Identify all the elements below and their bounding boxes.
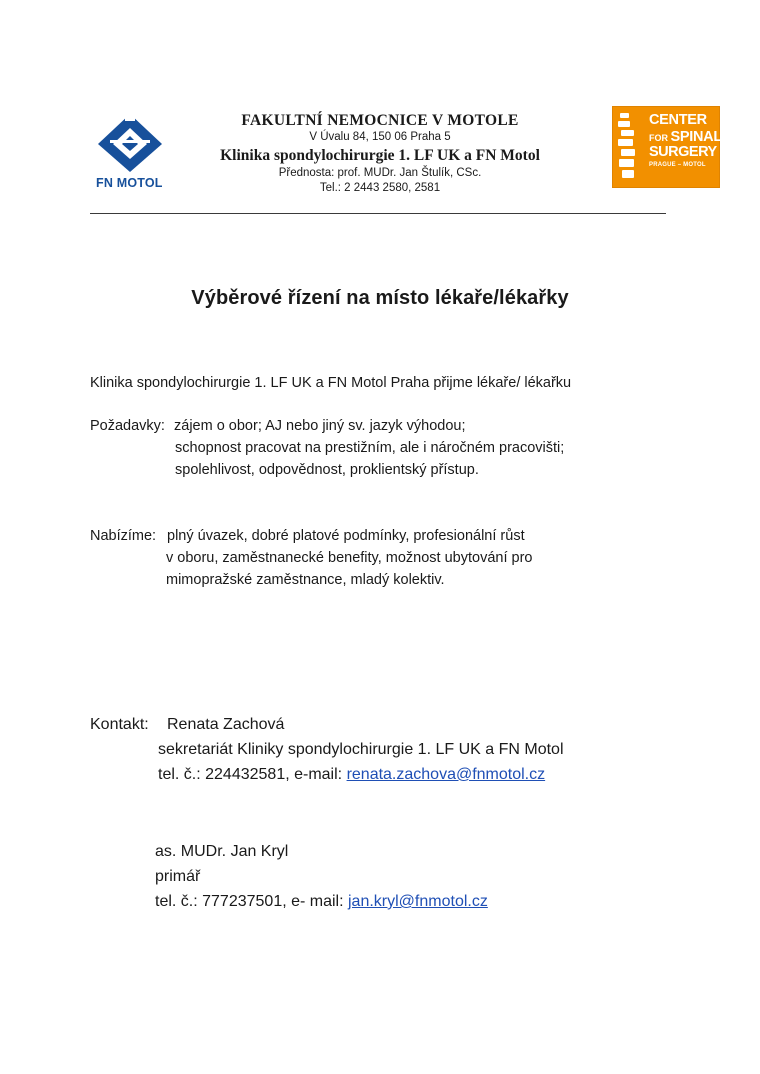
fn-motol-logo [92, 112, 168, 194]
clinic-name: Klinika spondylochirurgie 1. LF UK a FN Motol [220, 147, 540, 164]
contact2-role: primář [155, 868, 201, 885]
offer-line: plný úvazek, dobré platové podmínky, profesionální růst [167, 528, 525, 544]
requirements-line: spolehlivost, odpovědnost, proklientský přístup. [175, 462, 479, 478]
spinal-surgery-logo [612, 106, 720, 188]
contact2-phone: tel. č.: 777237501, e- mail: [155, 893, 348, 910]
clinic-phone: Tel.: 2 2443 2580, 2581 [319, 182, 441, 194]
contact-phone-line [158, 766, 545, 784]
page-title: Výběrové řízení na místo lékaře/lékařky [191, 287, 569, 309]
offer-label: Nabízíme: [90, 528, 157, 544]
requirements-line: schopnost pracovat na prestižním, ale i náročném pracovišti; [175, 440, 565, 456]
requirements-label: Požadavky: [90, 418, 165, 434]
contact-label: Kontakt: [90, 716, 149, 733]
clinic-head: Přednosta: prof. MUDr. Jan Štulík, CSc. [278, 167, 482, 179]
contact2-email-link[interactable]: jan.kryl@fnmotol.cz [348, 893, 488, 910]
offer-line: mimopražské zaměstnance, mladý kolektiv. [166, 572, 445, 588]
fn-motol-logo-icon [92, 112, 168, 174]
hospital-address: V Úvalu 84, 150 06 Praha 5 [309, 131, 451, 143]
header-divider [90, 213, 666, 214]
contact-name: Renata Zachová [167, 716, 285, 733]
logo-right-line4: PRAGUE – MOTOL [649, 161, 706, 168]
logo-right-line3: SURGERY [649, 144, 717, 160]
contact2-phone-line [155, 893, 488, 911]
contact2-name: as. MUDr. Jan Kryl [155, 843, 289, 860]
spine-icon [618, 113, 636, 183]
hospital-name: FAKULTNÍ NEMOCNICE V MOTOLE [241, 112, 519, 129]
logo-right-for: FOR [649, 132, 668, 143]
contact-role: sekretariát Kliniky spondylochirurgie 1. LF UK a FN Motol [158, 741, 564, 758]
offer-line: v oboru, zaměstnanecké benefity, možnost ubytování pro [166, 550, 533, 566]
contact-email-link[interactable]: renata.zachova@fnmotol.cz [346, 766, 546, 783]
logo-right-spinal: SPINAL [670, 128, 722, 145]
contact-phone: tel. č.: 224432581, e-mail: [158, 766, 347, 783]
intro-text: Klinika spondylochirurgie 1. LF UK a FN Motol Praha přijme lékaře/ lékařku [90, 375, 572, 391]
logo-right-line1: CENTER [649, 112, 707, 128]
logo-left-text: FN MOTOL [96, 176, 163, 190]
requirements-line: zájem o obor; AJ nebo jiný sv. jazyk výhodou; [174, 418, 466, 434]
